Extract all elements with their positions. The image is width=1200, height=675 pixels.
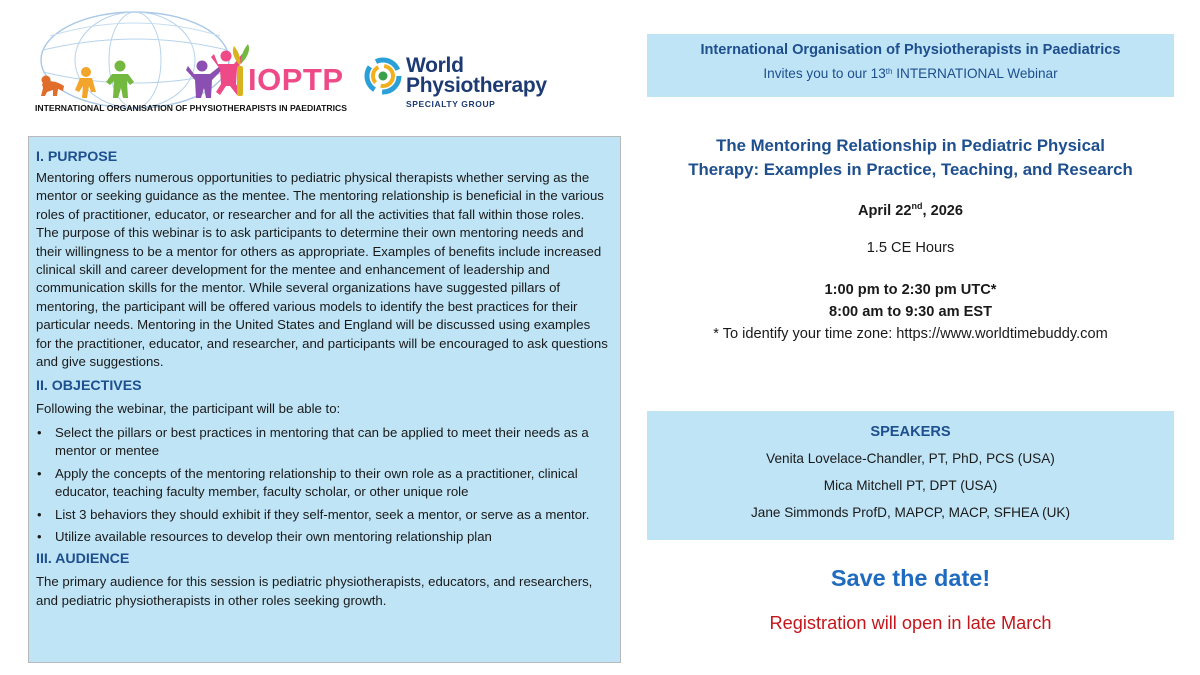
objectives-intro: Following the webinar, the participant will be able to: (36, 401, 341, 417)
event-date (647, 203, 1174, 219)
audience-text: The primary audience for this session is pediatric physiotherapists, educators, and researchers, and pediatric physiotherapists in other roles seeking growth. (36, 574, 593, 608)
invite-text-end: INTERNATIONAL Webinar (892, 66, 1058, 81)
speakers-panel (647, 411, 1174, 540)
organisation-name: International Organisation of Physiotherapists in Paediatrics (700, 42, 1121, 58)
bullet-icon: • (37, 465, 42, 481)
objectives-heading: II. OBJECTIVES (36, 378, 142, 395)
bullet-icon: • (37, 424, 42, 440)
ioptp-logo (30, 6, 352, 118)
webinar-title (647, 134, 1174, 182)
objective-text: Apply the concepts of the mentoring relationship to their own role as a practitioner, clinical educator, teaching faculty member, faculty scholar, or other unique role (55, 465, 578, 500)
speaker-item: Jane Simmonds ProfD, MAPCP, MACP, SFHEA (UK) (750, 505, 1071, 520)
objective-text: Utilize available resources to develop their own mentoring relationship plan (55, 528, 492, 544)
speaker-item: Venita Lovelace-Chandler, PT, PhD, PCS (USA) (766, 451, 1055, 466)
ce-hours: 1.5 CE Hours (866, 240, 955, 256)
date-text: April 22 (857, 203, 912, 219)
purpose-text: Mentoring offers numerous opportunities to pediatric physical therapists whether serving as the mentor or seeking guidance as the mentee. The mentoring relationship is beneficial in the various roles of practitioner, educator, or researcher and for all the activities that fall within those roles. The purpose of this webinar is to ask participants to determine their own mentoring needs and their willingness to be a mentor for others as appropriate. Examples of benefits include increased clinical skill and career development for the mentee and enhancement of leadership and communication skills for the mentor. While several organizations have suggested pillars of mentoring, the participant will be offered various models to identify the best practices for their particular needs. Mentoring in the United States and England will be discussed using examples for the practitioner, educator, and researcher, and participants will be encouraged to ask questions and give suggestions. (36, 170, 608, 370)
bullet-icon: • (37, 528, 42, 544)
event-time-utc: 1:00 pm to 2:30 pm UTC* (824, 282, 997, 298)
event-time-est: 8:00 am to 9:30 am EST (828, 304, 993, 320)
ioptp-full-name: INTERNATIONAL ORGANISATION OF PHYSIOTHERAPISTS IN PAEDIATRICS (35, 103, 347, 113)
wp-title-line-2: Physiotherapy (406, 74, 547, 97)
save-the-date: Save the date! (830, 565, 991, 591)
bullet-icon: • (37, 506, 42, 522)
objective-item (36, 424, 608, 461)
speakers-heading: SPEAKERS (870, 424, 951, 440)
objective-item (36, 506, 608, 524)
webinar-invitation (647, 65, 1174, 83)
registration-notice: Registration will open in late March (769, 613, 1052, 633)
objective-item (36, 465, 608, 502)
organisation-banner (647, 34, 1174, 97)
objective-text: List 3 behaviors they should exhibit if they self-mentor, seek a mentor, or serve as a mentor. (55, 506, 590, 522)
world-physiotherapy-logo (362, 52, 547, 126)
speaker-item: Mica Mitchell PT, DPT (USA) (823, 478, 998, 493)
date-year: , 2026 (922, 203, 964, 219)
audience-heading: III. AUDIENCE (36, 551, 130, 568)
objectives-list (36, 424, 608, 546)
world-physiotherapy-subtitle: SPECIALTY GROUP (406, 99, 496, 109)
objective-item (36, 528, 608, 546)
webinar-title-line-2: Therapy: Examples in Practice, Teaching, and Research (688, 160, 1133, 179)
date-ordinal: nd (911, 201, 923, 211)
invite-ordinal: th (885, 67, 893, 76)
invite-text: Invites you to our 13 (763, 66, 886, 81)
purpose-heading: I. PURPOSE (36, 149, 118, 165)
objective-text: Select the pillars or best practices in mentoring that can be applied to meet their needs as a mentor or mentee (55, 424, 589, 459)
ioptp-wordmark: IOPTP (248, 62, 344, 97)
webinar-title-line-1: The Mentoring Relationship in Pediatric Physical (716, 136, 1105, 155)
wp-title-line-1: World (406, 54, 464, 77)
world-physiotherapy-title (406, 56, 547, 96)
program-details-panel (28, 136, 621, 663)
timezone-note: * To identify your time zone: https://www.worldtimebuddy.com (713, 326, 1108, 342)
world-physiotherapy-mark-icon (364, 57, 402, 95)
